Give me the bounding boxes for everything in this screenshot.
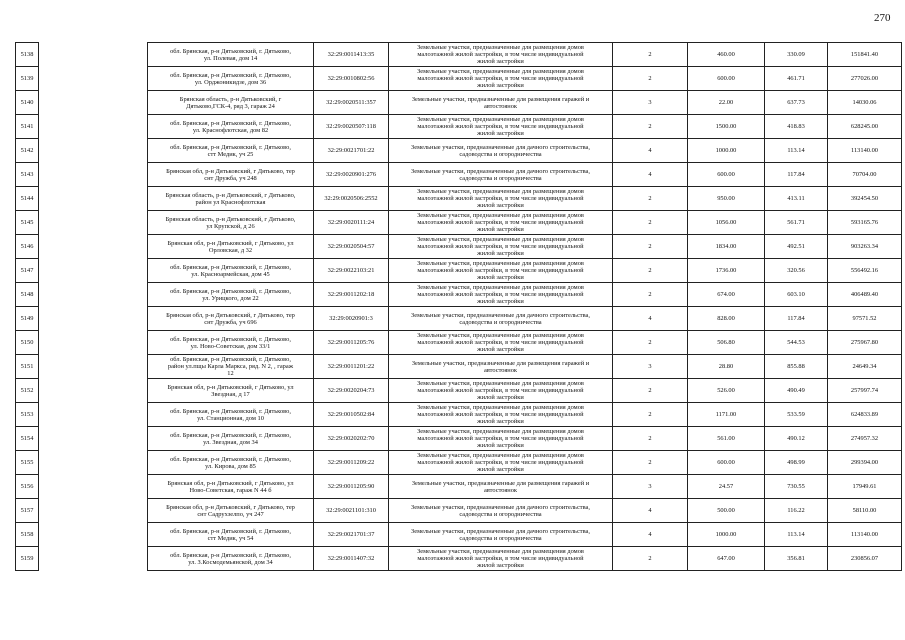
gap-cell (39, 403, 148, 427)
address-cell: обл. Брянская, р-н Дятьковский, г. Дятьково, ул. З.Космодемьянской, дом 34 (148, 547, 314, 571)
address-cell: обл. Брянская, р-н Дятьковский, г. Дятьково, ул. Красноармейская, дом 45 (148, 259, 314, 283)
table-row (16, 235, 902, 259)
row-number: 5151 (16, 355, 39, 379)
table-row (16, 331, 902, 355)
table-row (16, 187, 902, 211)
cadastral-value-cell: 24649.34 (828, 355, 902, 379)
specific-value-cell: 330.09 (765, 43, 828, 67)
cadastral-number-cell: 32:29:0021701:22 (314, 139, 389, 163)
gap-cell (39, 211, 148, 235)
cadastral-value-cell: 628245.00 (828, 115, 902, 139)
table-row (16, 163, 902, 187)
table-row (16, 211, 902, 235)
area-cell: 24.57 (688, 475, 765, 499)
gap-cell (39, 283, 148, 307)
address-cell: обл. Брянская, р-н Дятьковский, г. Дятьково, ул. Орджоникидзе, дом 36 (148, 67, 314, 91)
address-cell: обл. Брянская, р-н Дятьковский, г. Дятьково, район ул.пщы Карла Маркса, ряд. N 2, , гараж 12 (148, 355, 314, 379)
cadastral-number-cell: 32:29:0020504:57 (314, 235, 389, 259)
land-use-cell: Земельные участки, предназначенные для размещения домов малоэтажной жилой застройки, в том числе индивидуальной жилой застройки (389, 379, 613, 403)
land-use-cell: Земельные участки, предназначенные для размещения домов малоэтажной жилой застройки, в том числе индивидуальной жилой застройки (389, 43, 613, 67)
gap-cell (39, 475, 148, 499)
group-cell: 4 (613, 523, 688, 547)
area-cell: 500.00 (688, 499, 765, 523)
land-use-cell: Земельные участки, предназначенные для размещения домов малоэтажной жилой застройки, в том числе индивидуальной жилой застройки (389, 115, 613, 139)
group-cell: 2 (613, 187, 688, 211)
group-cell: 2 (613, 547, 688, 571)
cadastral-value-cell: 230856.07 (828, 547, 902, 571)
cadastral-value-cell: 151841.40 (828, 43, 902, 67)
area-cell: 1171.00 (688, 403, 765, 427)
land-use-cell: Земельные участки, предназначенные для размещения домов малоэтажной жилой застройки, в том числе индивидуальной жилой застройки (389, 283, 613, 307)
row-number: 5145 (16, 211, 39, 235)
address-cell: обл. Брянская, р-н Дятьковский, г. Дятьково, ул. Полевая, дом 14 (148, 43, 314, 67)
specific-value-cell: 116.22 (765, 499, 828, 523)
table-row (16, 259, 902, 283)
cadastral-number-cell: 32:29:0020511:357 (314, 91, 389, 115)
group-cell: 3 (613, 475, 688, 499)
cadastral-value-cell: 17949.61 (828, 475, 902, 499)
address-cell: обл. Брянская, р-н Дятьковский, г. Дятьково, ул. Кирова, дом 85 (148, 451, 314, 475)
specific-value-cell: 461.71 (765, 67, 828, 91)
gap-cell (39, 259, 148, 283)
cadastral-value-cell: 257997.74 (828, 379, 902, 403)
cadastral-number-cell: 32:29:0022103:21 (314, 259, 389, 283)
cadastral-number-cell: 32:29:0010502:84 (314, 403, 389, 427)
specific-value-cell: 117.84 (765, 163, 828, 187)
cadastral-number-cell: 32:29:0011205:76 (314, 331, 389, 355)
address-cell: Брянская обл, р-н Дятьковский, г Дятьково, ул Орловская, д 32 (148, 235, 314, 259)
area-cell: 28.80 (688, 355, 765, 379)
gap-cell (39, 427, 148, 451)
land-use-cell: Земельные участки, предназначенные для размещения домов малоэтажной жилой застройки, в том числе индивидуальной жилой застройки (389, 331, 613, 355)
land-use-cell: Земельные участки, предназначенные для дачного строительства, садоводства и огородничества (389, 139, 613, 163)
area-cell: 1834.00 (688, 235, 765, 259)
group-cell: 4 (613, 307, 688, 331)
group-cell: 4 (613, 139, 688, 163)
specific-value-cell: 413.11 (765, 187, 828, 211)
land-use-cell: Земельные участки, предназначенные для размещения гаражей и автостоянок (389, 91, 613, 115)
table-row (16, 283, 902, 307)
cadastral-value-cell: 113140.00 (828, 523, 902, 547)
group-cell: 2 (613, 403, 688, 427)
land-use-cell: Земельные участки, предназначенные для размещения гаражей и автостоянок (389, 475, 613, 499)
specific-value-cell: 418.83 (765, 115, 828, 139)
row-number: 5158 (16, 523, 39, 547)
table-row (16, 139, 902, 163)
row-number: 5149 (16, 307, 39, 331)
cadastral-number-cell: 32:29:0010802:56 (314, 67, 389, 91)
specific-value-cell: 490.12 (765, 427, 828, 451)
land-use-cell: Земельные участки, предназначенные для дачного строительства, садоводства и огородничества (389, 523, 613, 547)
table-row (16, 475, 902, 499)
land-use-cell: Земельные участки, предназначенные для размещения гаражей и автостоянок (389, 355, 613, 379)
specific-value-cell: 117.84 (765, 307, 828, 331)
address-cell: обл. Брянская, р-н Дятьковский, г. Дятьково, ул. Звездная, дом 34 (148, 427, 314, 451)
group-cell: 3 (613, 355, 688, 379)
gap-cell (39, 547, 148, 571)
table-row (16, 67, 902, 91)
cadastral-value-cell: 392454.50 (828, 187, 902, 211)
page-number: 270 (874, 12, 891, 24)
table-row (16, 379, 902, 403)
area-cell: 506.80 (688, 331, 765, 355)
cadastral-value-cell: 14030.06 (828, 91, 902, 115)
specific-value-cell: 603.10 (765, 283, 828, 307)
row-number: 5155 (16, 451, 39, 475)
group-cell: 2 (613, 259, 688, 283)
area-cell: 1000.00 (688, 139, 765, 163)
table-row (16, 43, 902, 67)
cadastral-value-cell: 277026.00 (828, 67, 902, 91)
row-number: 5139 (16, 67, 39, 91)
area-cell: 950.00 (688, 187, 765, 211)
table-body (16, 43, 902, 571)
row-number: 5142 (16, 139, 39, 163)
row-number: 5147 (16, 259, 39, 283)
land-use-cell: Земельные участки, предназначенные для дачного строительства, садоводства и огородничества (389, 307, 613, 331)
cadastral-number-cell: 32:29:0011202:18 (314, 283, 389, 307)
cadastral-number-cell: 32:29:0011205:90 (314, 475, 389, 499)
row-number: 5154 (16, 427, 39, 451)
address-cell: Брянская обл, р-н Дятьковский, г Дятьково, ул Звездная, д 17 (148, 379, 314, 403)
specific-value-cell: 498.99 (765, 451, 828, 475)
table-row (16, 499, 902, 523)
row-number: 5152 (16, 379, 39, 403)
specific-value-cell: 320.56 (765, 259, 828, 283)
address-cell: Брянская обл, р-н Дятьковский, г Дятьково, тер снт Дружба, уч 696 (148, 307, 314, 331)
cadastral-value-cell: 70704.00 (828, 163, 902, 187)
cadastral-number-cell: 32:29:0011413:35 (314, 43, 389, 67)
cadastral-value-cell: 275967.80 (828, 331, 902, 355)
row-number: 5153 (16, 403, 39, 427)
cadastral-number-cell: 32:29:0021701:37 (314, 523, 389, 547)
gap-cell (39, 331, 148, 355)
cadastral-value-cell: 113140.00 (828, 139, 902, 163)
address-cell: Брянская область, р-н Дятьковский, г Дятьково, ул Крупской, д 26 (148, 211, 314, 235)
cadastral-value-cell: 97571.52 (828, 307, 902, 331)
land-use-cell: Земельные участки, предназначенные для размещения домов малоэтажной жилой застройки, в том числе индивидуальной жилой застройки (389, 211, 613, 235)
table-row (16, 427, 902, 451)
cadastral-number-cell: 32:29:0020111:24 (314, 211, 389, 235)
cadastral-number-cell: 32:29:0020204:73 (314, 379, 389, 403)
cadastral-number-cell: 32:29:0011209:22 (314, 451, 389, 475)
land-use-cell: Земельные участки, предназначенные для дачного строительства, садоводства и огородничества (389, 163, 613, 187)
specific-value-cell: 544.53 (765, 331, 828, 355)
gap-cell (39, 451, 148, 475)
specific-value-cell: 113.14 (765, 139, 828, 163)
gap-cell (39, 355, 148, 379)
table-row (16, 547, 902, 571)
specific-value-cell: 492.51 (765, 235, 828, 259)
area-cell: 1736.00 (688, 259, 765, 283)
land-use-cell: Земельные участки, предназначенные для размещения домов малоэтажной жилой застройки, в том числе индивидуальной жилой застройки (389, 403, 613, 427)
cadastral-value-cell: 593165.76 (828, 211, 902, 235)
cadastral-number-cell: 32:29:0020901:3 (314, 307, 389, 331)
gap-cell (39, 43, 148, 67)
cadastral-number-cell: 32:29:0020507:118 (314, 115, 389, 139)
row-number: 5141 (16, 115, 39, 139)
row-number: 5143 (16, 163, 39, 187)
land-use-cell: Земельные участки, предназначенные для размещения домов малоэтажной жилой застройки, в том числе индивидуальной жилой застройки (389, 547, 613, 571)
address-cell: обл. Брянская, р-н Дятьковский, г. Дятьково, ул. Станционная, дом 10 (148, 403, 314, 427)
group-cell: 3 (613, 91, 688, 115)
row-number: 5146 (16, 235, 39, 259)
specific-value-cell: 730.55 (765, 475, 828, 499)
gap-cell (39, 499, 148, 523)
specific-value-cell: 855.88 (765, 355, 828, 379)
cadastral-number-cell: 32:29:0020202:70 (314, 427, 389, 451)
area-cell: 600.00 (688, 451, 765, 475)
gap-cell (39, 307, 148, 331)
gap-cell (39, 235, 148, 259)
cadastral-number-cell: 32:29:0011407:32 (314, 547, 389, 571)
specific-value-cell: 490.49 (765, 379, 828, 403)
land-use-cell: Земельные участки, предназначенные для размещения домов малоэтажной жилой застройки, в том числе индивидуальной жилой застройки (389, 67, 613, 91)
cadastral-value-cell: 406489.40 (828, 283, 902, 307)
gap-cell (39, 163, 148, 187)
row-number: 5140 (16, 91, 39, 115)
row-number: 5138 (16, 43, 39, 67)
group-cell: 4 (613, 499, 688, 523)
specific-value-cell: 561.71 (765, 211, 828, 235)
group-cell: 2 (613, 115, 688, 139)
group-cell: 2 (613, 43, 688, 67)
area-cell: 1500.00 (688, 115, 765, 139)
table-row (16, 91, 902, 115)
cadastral-value-cell: 299394.00 (828, 451, 902, 475)
specific-value-cell: 533.59 (765, 403, 828, 427)
land-use-cell: Земельные участки, предназначенные для дачного строительства, садоводства и огородничества (389, 499, 613, 523)
table-row (16, 523, 902, 547)
land-use-cell: Земельные участки, предназначенные для размещения домов малоэтажной жилой застройки, в том числе индивидуальной жилой застройки (389, 235, 613, 259)
address-cell: обл. Брянская, р-н Дятьковский, г. Дятьково, стт Медик, уч 25 (148, 139, 314, 163)
group-cell: 2 (613, 331, 688, 355)
row-number: 5159 (16, 547, 39, 571)
cadastral-value-cell: 58110.00 (828, 499, 902, 523)
address-cell: Брянская область, р-н Дятьковский, г Дятьково,ГСК-4, ряд 3, гараж 24 (148, 91, 314, 115)
area-cell: 460.00 (688, 43, 765, 67)
table-row (16, 451, 902, 475)
cadastral-value-cell: 624833.89 (828, 403, 902, 427)
gap-cell (39, 523, 148, 547)
address-cell: обл. Брянская, р-н Дятьковский, г. Дятьково, ул. Урицкого, дом 22 (148, 283, 314, 307)
cadastral-value-cell: 556492.16 (828, 259, 902, 283)
address-cell: Брянская область, р-н Дятьковский, г Дятьково, район ул Краснофлотская (148, 187, 314, 211)
group-cell: 2 (613, 283, 688, 307)
specific-value-cell: 356.81 (765, 547, 828, 571)
cadastral-value-cell: 903263.34 (828, 235, 902, 259)
cadastral-number-cell: 32:29:0011201:22 (314, 355, 389, 379)
group-cell: 2 (613, 427, 688, 451)
group-cell: 2 (613, 211, 688, 235)
gap-cell (39, 379, 148, 403)
group-cell: 2 (613, 235, 688, 259)
gap-cell (39, 67, 148, 91)
gap-cell (39, 139, 148, 163)
group-cell: 4 (613, 163, 688, 187)
land-use-cell: Земельные участки, предназначенные для размещения домов малоэтажной жилой застройки, в том числе индивидуальной жилой застройки (389, 427, 613, 451)
group-cell: 2 (613, 67, 688, 91)
row-number: 5144 (16, 187, 39, 211)
area-cell: 526.00 (688, 379, 765, 403)
table-row (16, 115, 902, 139)
row-number: 5148 (16, 283, 39, 307)
land-use-cell: Земельные участки, предназначенные для размещения домов малоэтажной жилой застройки, в том числе индивидуальной жилой застройки (389, 187, 613, 211)
specific-value-cell: 637.73 (765, 91, 828, 115)
area-cell: 600.00 (688, 67, 765, 91)
row-number: 5156 (16, 475, 39, 499)
area-cell: 1056.00 (688, 211, 765, 235)
area-cell: 828.00 (688, 307, 765, 331)
address-cell: Брянская обл, р-н Дятьковский, г Дятьково, тер снт Дружба, уч 248 (148, 163, 314, 187)
group-cell: 2 (613, 379, 688, 403)
specific-value-cell: 113.14 (765, 523, 828, 547)
area-cell: 1000.00 (688, 523, 765, 547)
address-cell: Брянская обл, р-н Дятьковский, г Дятьково, тер снт Садрухзелпо, уч 247 (148, 499, 314, 523)
cadastral-value-cell: 274957.32 (828, 427, 902, 451)
table-row (16, 307, 902, 331)
gap-cell (39, 187, 148, 211)
address-cell: обл. Брянская, р-н Дятьковский, г. Дятьково, стт Медик, уч 54 (148, 523, 314, 547)
area-cell: 22.00 (688, 91, 765, 115)
area-cell: 674.00 (688, 283, 765, 307)
address-cell: Брянская обл, р-н Дятьковский, г Дятьково, ул Ново-Советская, гараж N 44 б (148, 475, 314, 499)
cadastral-value-table (15, 42, 902, 571)
table-row (16, 403, 902, 427)
land-use-cell: Земельные участки, предназначенные для размещения домов малоэтажной жилой застройки, в том числе индивидуальной жилой застройки (389, 451, 613, 475)
gap-cell (39, 115, 148, 139)
area-cell: 600.00 (688, 163, 765, 187)
row-number: 5150 (16, 331, 39, 355)
table-row (16, 355, 902, 379)
cadastral-number-cell: 32:29:0020506:2552 (314, 187, 389, 211)
cadastral-number-cell: 32:29:0021101:310 (314, 499, 389, 523)
group-cell: 2 (613, 451, 688, 475)
gap-cell (39, 91, 148, 115)
address-cell: обл. Брянская, р-н Дятьковский, г. Дятьково, ул. Ново-Советская, дом 33/1 (148, 331, 314, 355)
row-number: 5157 (16, 499, 39, 523)
land-use-cell: Земельные участки, предназначенные для размещения домов малоэтажной жилой застройки, в том числе индивидуальной жилой застройки (389, 259, 613, 283)
cadastral-number-cell: 32:29:0020901:276 (314, 163, 389, 187)
address-cell: обл. Брянская, р-н Дятьковский, г. Дятьково, ул. Краснофлотская, дом 82 (148, 115, 314, 139)
area-cell: 647.00 (688, 547, 765, 571)
area-cell: 561.00 (688, 427, 765, 451)
